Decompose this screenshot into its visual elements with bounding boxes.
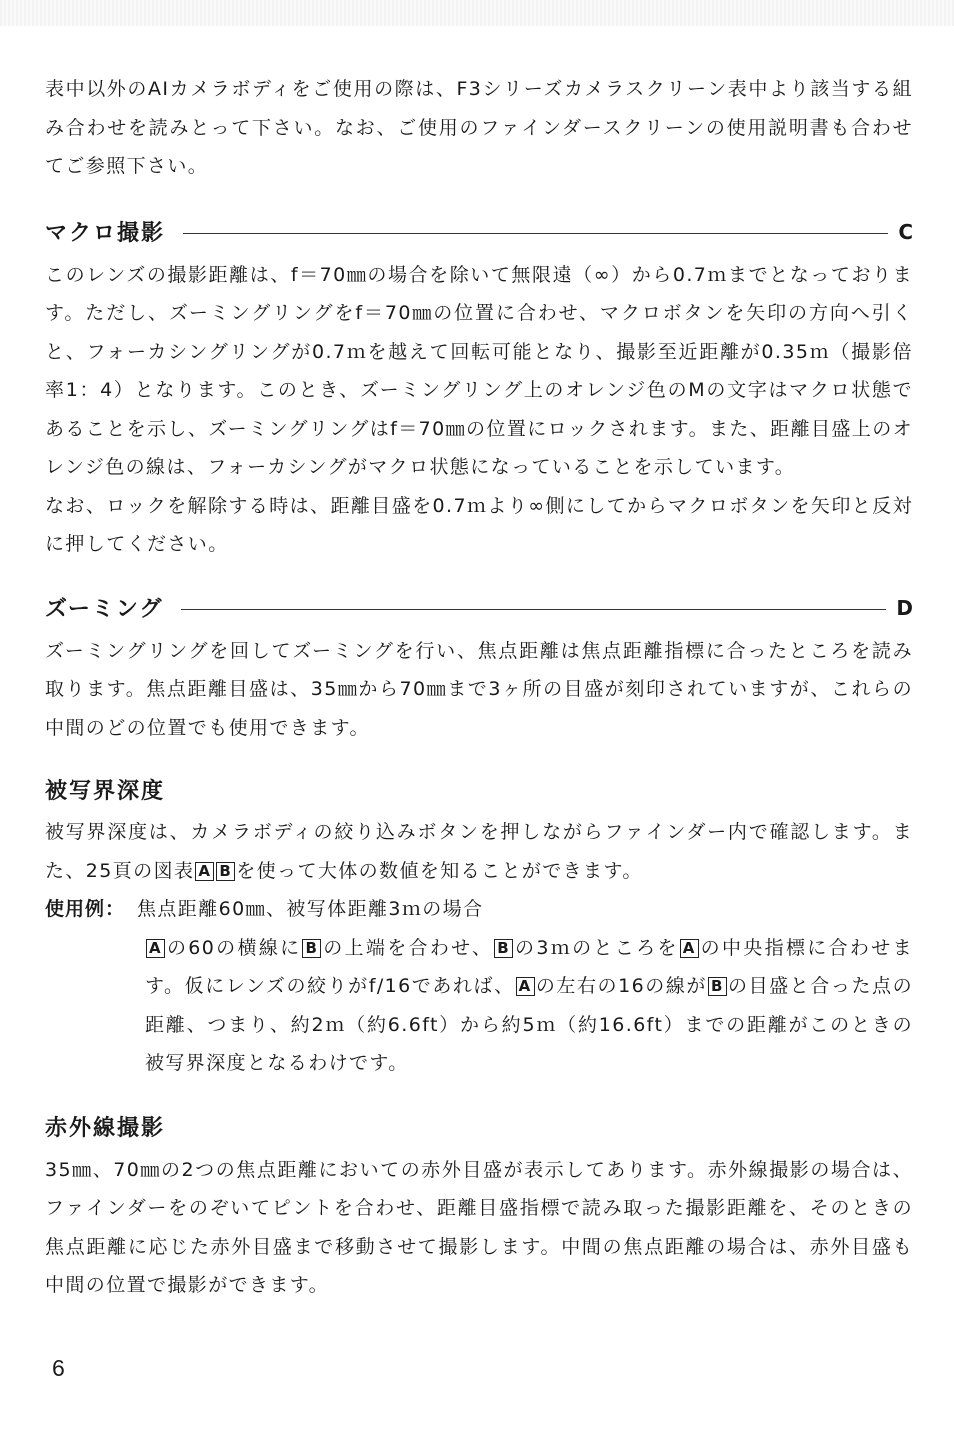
chart-ref-a: A	[195, 862, 214, 881]
section-letter: D	[896, 595, 913, 620]
zoom-paragraph-1: ズーミングリングを回してズーミングを行い、焦点距離は焦点距離指標に合ったところを読み取ります。焦点距離目盛は、35㎜から70㎜まで3ヶ所の目盛が刻印されていますが、これらの中間のどの位置でも使用できます。	[45, 639, 913, 739]
section-heading-macro	[45, 212, 913, 252]
example-title: 焦点距離60㎜、被写体距離3ｍの場合	[137, 898, 484, 920]
page-content	[45, 70, 913, 1305]
chart-ref-b: B	[216, 862, 235, 881]
example-text: の上端を合わせ、	[322, 936, 494, 959]
macro-paragraph-2: なお、ロックを解除する時は、距離目盛を0.7ｍより∞側にしてからマクロボタンを矢印と反対に押してください。	[45, 494, 913, 555]
example-text: の目盛と合った点の距離、つまり、約2ｍ（約6.6ft）から約5ｍ（約16.6ft）までの距離がこのときの被写界深度となるわけです。	[145, 975, 913, 1074]
chart-ref-a: A	[680, 939, 699, 958]
example-row	[45, 890, 913, 929]
example-text: の3ｍのところを	[514, 936, 679, 959]
dof-paragraph-1	[45, 813, 913, 890]
dof-text: 被写界深度は、カメラボディの絞り込みボタンを押しながらファインダー内で確認します。また、25頁の図表	[45, 821, 913, 882]
example-label: 使用例：	[45, 898, 126, 920]
intro-paragraph: 表中以外のAIカメラボディをご使用の際は、F3シリーズカメラスクリーン表中より該当する組み合わせを読みとって下さい。なお、ご使用のファインダースクリーンの使用説明書も合わせてご参照下さい。	[45, 78, 913, 177]
scan-artifact	[0, 0, 954, 26]
chart-ref-a: A	[146, 939, 165, 958]
heading-rule	[183, 233, 888, 234]
section-title: マクロ撮影	[45, 221, 166, 246]
section-heading-zooming	[45, 588, 913, 628]
macro-paragraph-1: このレンズの撮影距離は、f＝70㎜の場合を除いて無限遠（∞）から0.7ｍまでとなっております。ただし、ズーミングリングをf＝70㎜の位置に合わせ、マクロボタンを矢印の方向へ引くと、フォーカシングリングが0.7ｍを越えて回転可能となり、撮影至近距離が0.35ｍ（撮影倍率1：4）となります。このとき、ズーミングリング上のオレンジ色のMの文字はマクロ状態であることを示し、ズーミングリングはf＝70㎜の位置にロックされます。また、距離目盛上のオレンジ色の線は、フォーカシングがマクロ状態になっていることを示しています。	[45, 263, 913, 478]
section-letter: C	[898, 219, 913, 244]
chart-ref-b: B	[302, 939, 321, 958]
example-body	[145, 929, 913, 1083]
section-heading-depth-of-field	[45, 769, 913, 809]
section-title: ズーミング	[45, 597, 164, 622]
ir-paragraph-1: 35㎜、70㎜の2つの焦点距離においての赤外目盛が表示してあります。赤外線撮影の場合は、ファインダーをのぞいてピントを合わせ、距離目盛指標で読み取った撮影距離を、そのときの焦点距離に応じた赤外目盛まで移動させて撮影します。中間の焦点距離の場合は、赤外目盛も中間の位置で撮影ができます。	[45, 1158, 913, 1296]
page-number: 6	[52, 1355, 65, 1381]
dof-text: を使って大体の数値を知ることができます。	[236, 859, 643, 882]
section-heading-infrared	[45, 1107, 913, 1147]
heading-rule	[181, 609, 886, 610]
section-title: 赤外線撮影	[45, 1116, 166, 1141]
chart-ref-b: B	[494, 939, 513, 958]
example-text: の60の横線に	[166, 936, 302, 959]
section-title: 被写界深度	[45, 778, 166, 804]
example-text: の中央指標に合わせます。仮にレンズの絞りがf/16であれば、	[145, 936, 913, 997]
example-text: の左右の16の線が	[535, 975, 707, 997]
chart-ref-a: A	[516, 977, 535, 996]
chart-ref-b: B	[708, 977, 727, 996]
